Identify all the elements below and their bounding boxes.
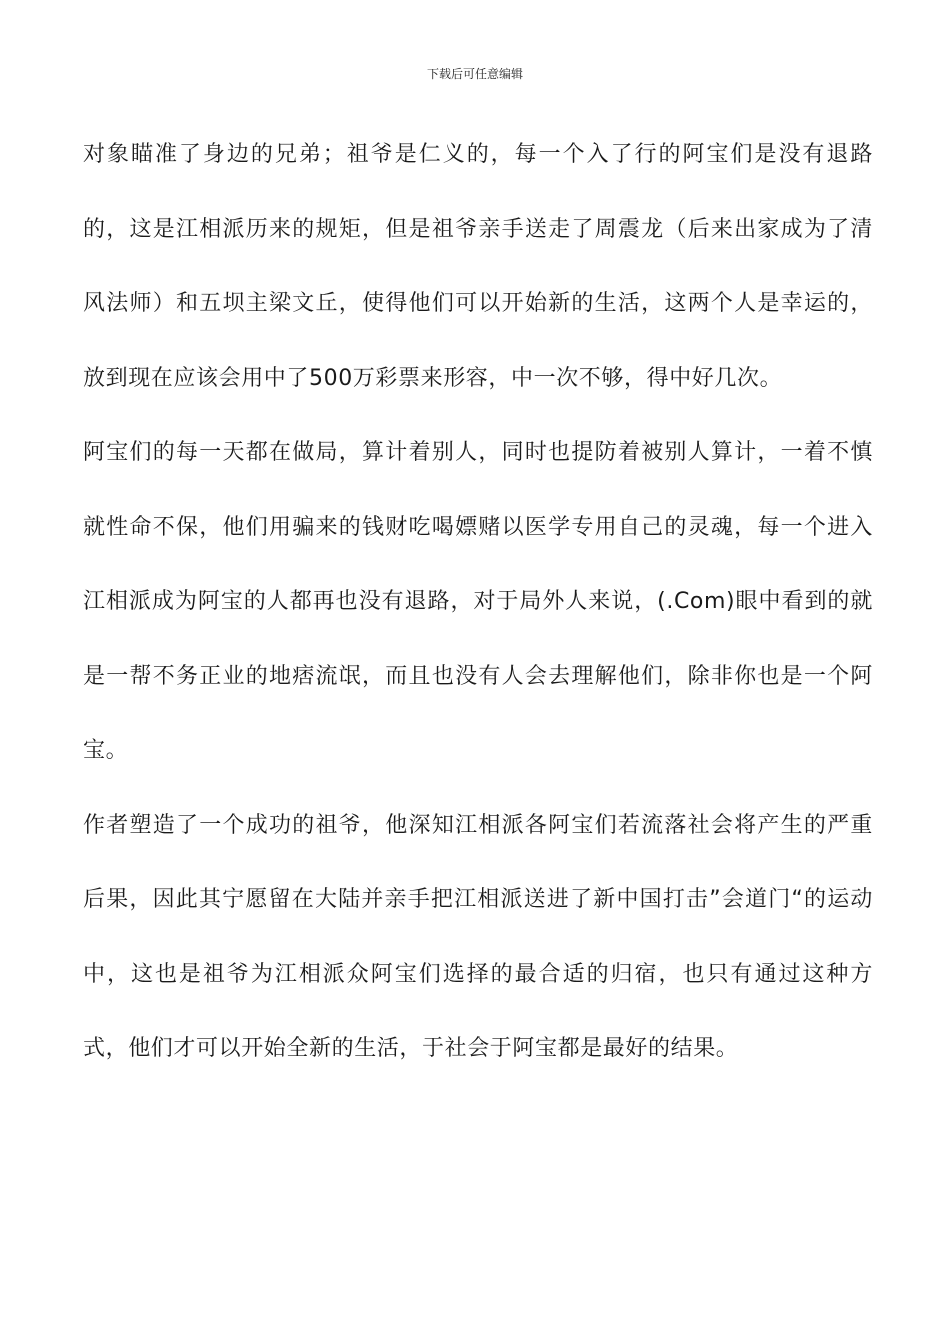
paragraph-2: 阿宝们的每一天都在做局，算计着别人，同时也提防着被别人算计，一着不慎就性命不保，他们用骗来的钱财吃喝嫖赌以医学专用自己的灵魂，每一个进入江相派成为阿宝的人都再也没有退路，对于局外人来说，(.Com)眼中看到的就是一帮不务正业的地痞流氓，而且也没有人会去理解他们，除非你也是一个阿宝。 [83, 440, 873, 763]
page-header-note: 下载后可任意编辑 [426, 67, 523, 81]
paragraph-1: 对象瞄准了身边的兄弟；祖爷是仁义的，每一个入了行的阿宝们是没有退路的，这是江相派历来的规矩，但是祖爷亲手送走了周震龙（后来出家成为了清风法师）和五坝主梁文丘，使得他们可以开始新的生活，这两个人是幸运的，放到现在应该会用中了500万彩票来形容，中一次不够，得中好几次。 [83, 142, 873, 391]
document-body [83, 118, 873, 1087]
paragraph-3: 作者塑造了一个成功的祖爷，他深知江相派各阿宝们若流落社会将产生的严重后果，因此其宁愿留在大陆并亲手把江相派送进了新中国打击”会道门“的运动中，这也是祖爷为江相派众阿宝们选择的最合适的归宿，也只有通过这种方式，他们才可以开始全新的生活，于社会于阿宝都是最好的结果。 [83, 812, 873, 1061]
